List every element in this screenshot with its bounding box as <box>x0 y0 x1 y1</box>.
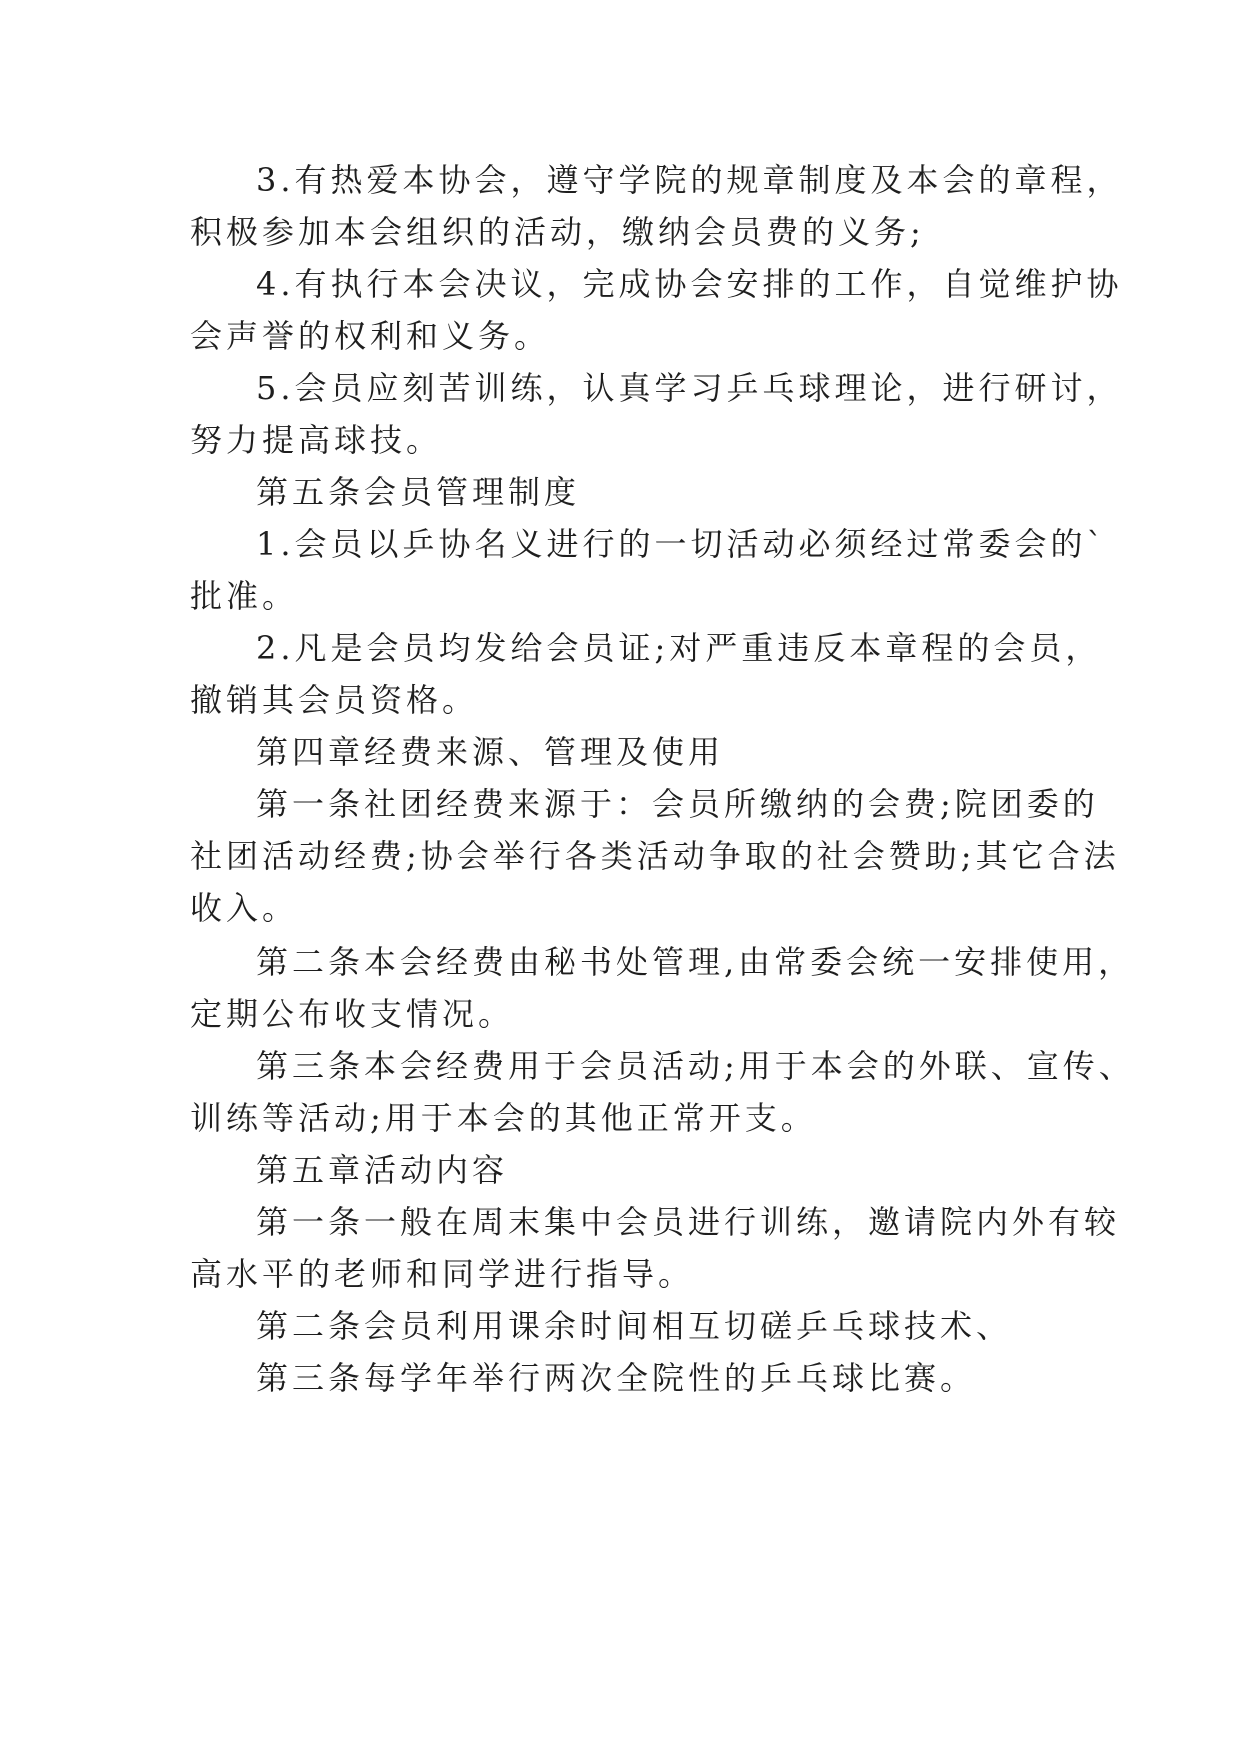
paragraph-line: 收入。 <box>190 889 299 927</box>
paragraph-line: 5.会员应刻苦训练，认真学习乒乓球理论，进行研讨， <box>256 369 1123 407</box>
paragraph-line: 第三条每学年举行两次全院性的乒乓球比赛。 <box>256 1359 977 1397</box>
paragraph-line: 社团活动经费;协会举行各类活动争取的社会赞助;其它合法 <box>190 837 1120 875</box>
paragraph-line: 4.有执行本会决议，完成协会安排的工作，自觉维护协 <box>256 265 1123 303</box>
paragraph-line: 第二条本会经费由秘书处管理,由常委会统一安排使用， <box>256 943 1135 981</box>
paragraph-line: 2.凡是会员均发给会员证;对严重违反本章程的会员， <box>256 629 1102 667</box>
paragraph-line: 定期公布收支情况。 <box>190 995 515 1033</box>
paragraph-line: 第一条社团经费来源于：会员所缴纳的会费;院团委的 <box>256 785 1099 823</box>
chapter-heading: 第四章经费来源、管理及使用 <box>256 733 725 771</box>
paragraph-line: 撤销其会员资格。 <box>190 681 479 719</box>
paragraph-line: 第三条本会经费用于会员活动;用于本会的外联、宣传、 <box>256 1047 1135 1085</box>
paragraph-line: 努力提高球技。 <box>190 421 443 459</box>
paragraph-line: 批准。 <box>190 577 299 615</box>
paragraph-line: 高水平的老师和同学进行指导。 <box>190 1255 695 1293</box>
paragraph-line: 第二条会员利用课余时间相互切磋乒乓球技术、 <box>256 1307 1013 1345</box>
paragraph-line: 会声誉的权利和义务。 <box>190 317 551 355</box>
paragraph-line: 第一条一般在周末集中会员进行训练，邀请院内外有较 <box>256 1203 1121 1241</box>
paragraph-line: 1.会员以乒协名义进行的一切活动必须经过常委会的` <box>256 525 1107 563</box>
section-heading: 第五条会员管理制度 <box>256 473 581 511</box>
paragraph-line: 积极参加本会组织的活动，缴纳会员费的义务; <box>190 213 925 251</box>
chapter-heading: 第五章活动内容 <box>256 1151 509 1189</box>
paragraph-line: 训练等活动;用于本会的其他正常开支。 <box>190 1099 817 1137</box>
paragraph-line: 3.有热爱本协会，遵守学院的规章制度及本会的章程， <box>256 161 1123 199</box>
